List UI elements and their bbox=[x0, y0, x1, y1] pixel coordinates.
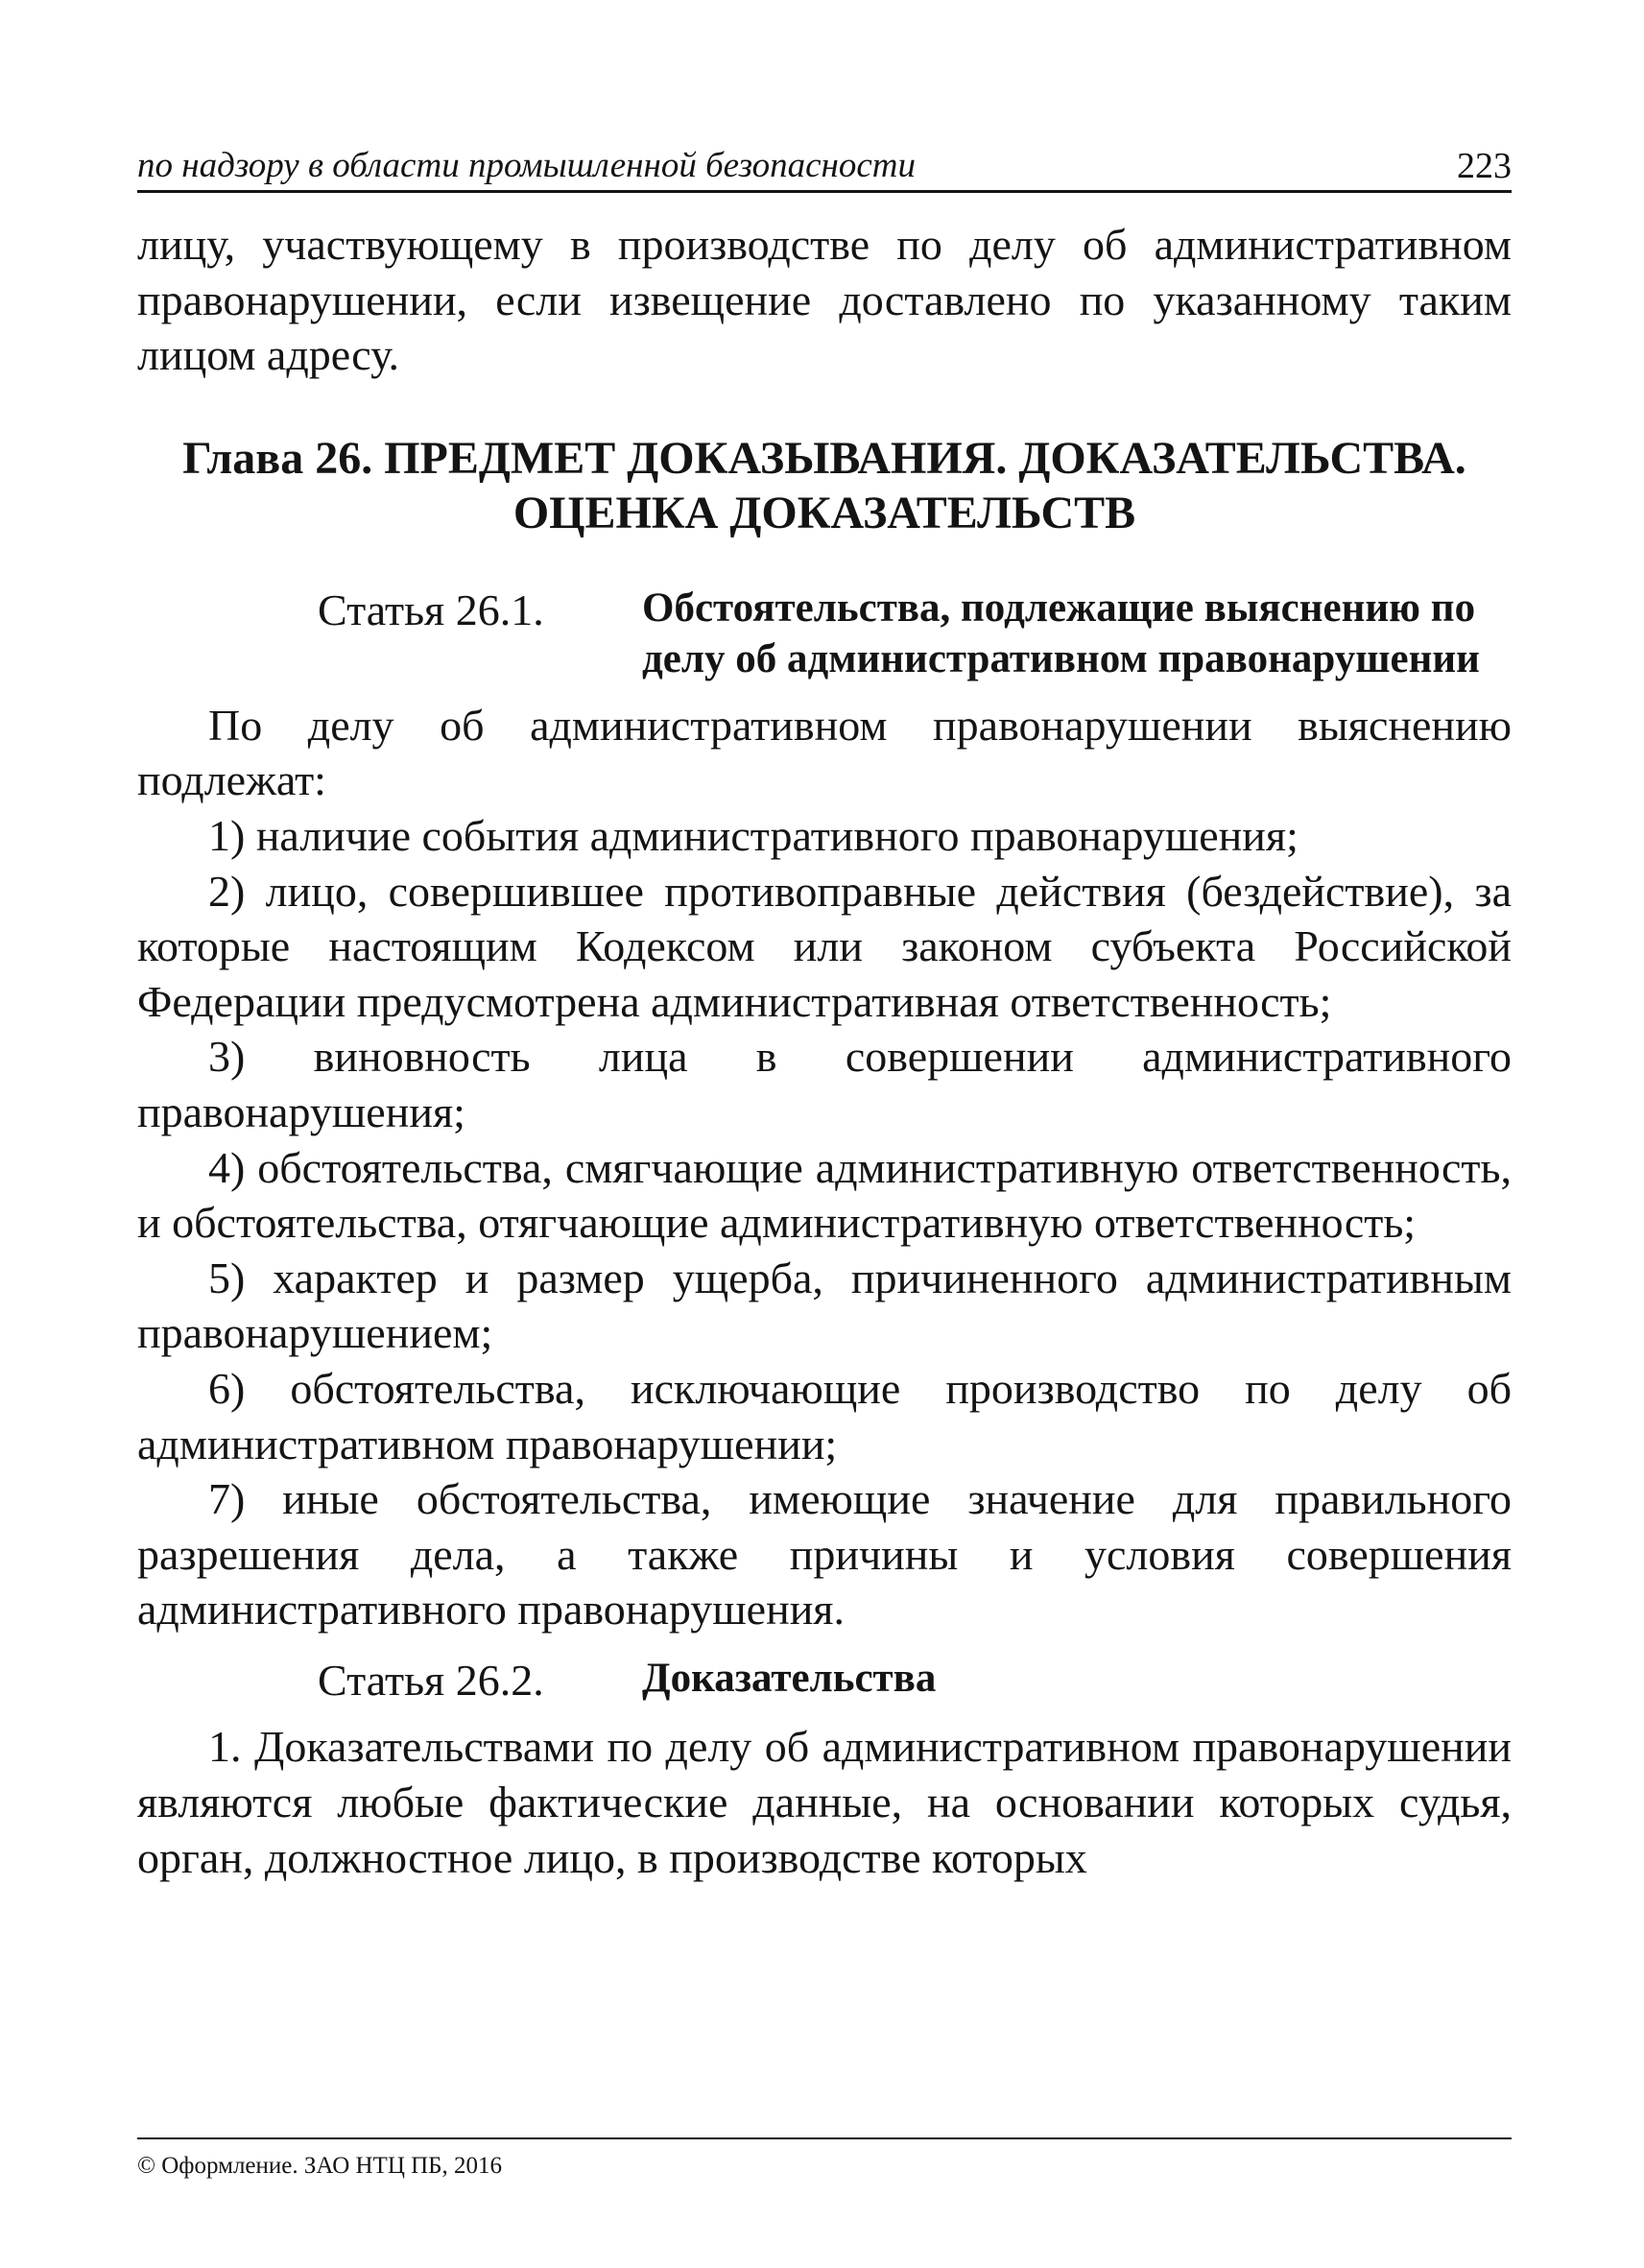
article-26-2-title: Доказательства bbox=[642, 1655, 937, 1701]
list-item: 3) виновность лица в совершении административного правонарушения; bbox=[137, 1032, 1512, 1136]
chapter-heading-line-2: ОЦЕНКА ДОКАЗАТЕЛЬСТВ bbox=[512, 487, 1136, 538]
page-body bbox=[137, 217, 1512, 1885]
list-item: 1) наличие события административного правонарушения; bbox=[208, 810, 1299, 860]
article-26-2-paragraph-1: 1. Доказательствами по делу об административном правонарушении являются любые фактические данные, на основании которых судья, орган, должностное лицо, в производстве которых bbox=[137, 1722, 1512, 1882]
list-item: 7) иные обстоятельства, имеющие значение для правильного разрешения дела, а также причины и условия совершения административного правонарушения. bbox=[137, 1474, 1512, 1635]
chapter-heading bbox=[137, 431, 1512, 540]
article-26-1-title: Обстоятельства, подлежащие выяснению по делу об административном правонарушении bbox=[642, 585, 1480, 681]
list-item: 5) характер и размер ущерба, причиненного административным правонарушением; bbox=[137, 1253, 1512, 1358]
article-26-1-intro: По делу об административном правонарушении выяснению подлежат: bbox=[137, 700, 1512, 805]
article-26-1-number: Статья 26.1. bbox=[318, 585, 544, 634]
list-item: 2) лицо, совершившее противоправные действия (бездействие), за которые настоящим Кодексом или законом субъекта Российской Федерации предусмотрена административная ответственность; bbox=[137, 866, 1512, 1026]
copyright-notice: © Оформление. ЗАО НТЦ ПБ, 2016 bbox=[137, 2153, 503, 2179]
continuation-paragraph: лицу, участвующему в производстве по делу об административном правонарушении, если извещение доставлено по указанному таким лицом адресу. bbox=[137, 220, 1512, 380]
running-header bbox=[137, 144, 1512, 193]
list-item: 6) обстоятельства, исключающие производство по делу об административном правонарушении; bbox=[137, 1363, 1512, 1468]
running-title: по надзору в области промышленной безопасности bbox=[137, 146, 916, 185]
page-number: 223 bbox=[1457, 146, 1512, 186]
article-26-2-number: Статья 26.2. bbox=[318, 1655, 544, 1705]
list-item: 4) обстоятельства, смягчающие административную ответственность, и обстоятельства, отягчающие административную ответственность; bbox=[137, 1142, 1512, 1248]
article-26-1-heading bbox=[137, 583, 1512, 684]
chapter-heading-line-1: Глава 26. ПРЕДМЕТ ДОКАЗЫВАНИЯ. ДОКАЗАТЕЛЬСТВА. bbox=[182, 432, 1466, 484]
page-footer bbox=[137, 2137, 1512, 2182]
article-26-2-heading bbox=[137, 1653, 1512, 1708]
